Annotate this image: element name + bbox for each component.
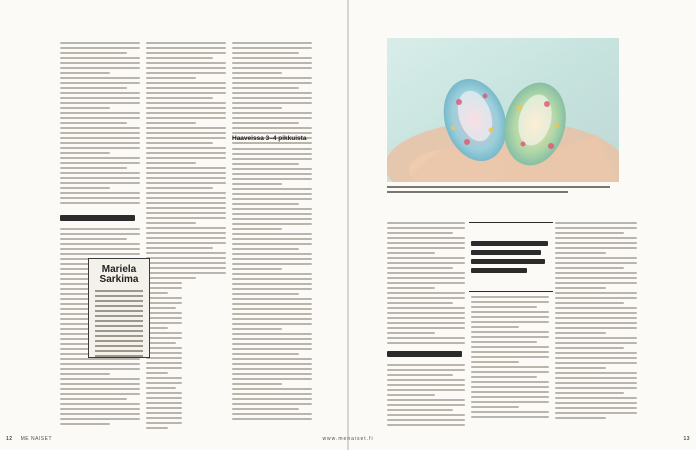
right-text-column-1 [387, 222, 465, 430]
left-subheading-2: Haaveissa 3–4 pikkuista [232, 135, 307, 142]
left-page-number: 12 [6, 436, 13, 442]
right-subheading [387, 350, 465, 359]
left-text-column-2 [146, 42, 226, 430]
name-box-body [93, 290, 145, 357]
right-footer [683, 434, 690, 444]
right-page [349, 0, 696, 450]
pull-quote [469, 222, 553, 292]
right-text-column-3 [555, 222, 637, 430]
name-box-title: Mariela Sarkima [99, 264, 139, 285]
left-page [0, 0, 347, 450]
right-text-column-2 [471, 296, 549, 430]
left-text-column-3 [232, 42, 312, 430]
left-text-column-1 [60, 42, 140, 430]
right-page-number: 13 [683, 436, 690, 442]
baby-shoes-photo [387, 38, 619, 182]
left-footer [6, 434, 52, 444]
left-subheading-1 [60, 214, 140, 223]
photo-caption [387, 186, 619, 200]
person-name-box [88, 258, 150, 358]
magazine-name: ME NAISET [20, 436, 53, 442]
website-url: www.menaiset.fi [322, 436, 374, 442]
